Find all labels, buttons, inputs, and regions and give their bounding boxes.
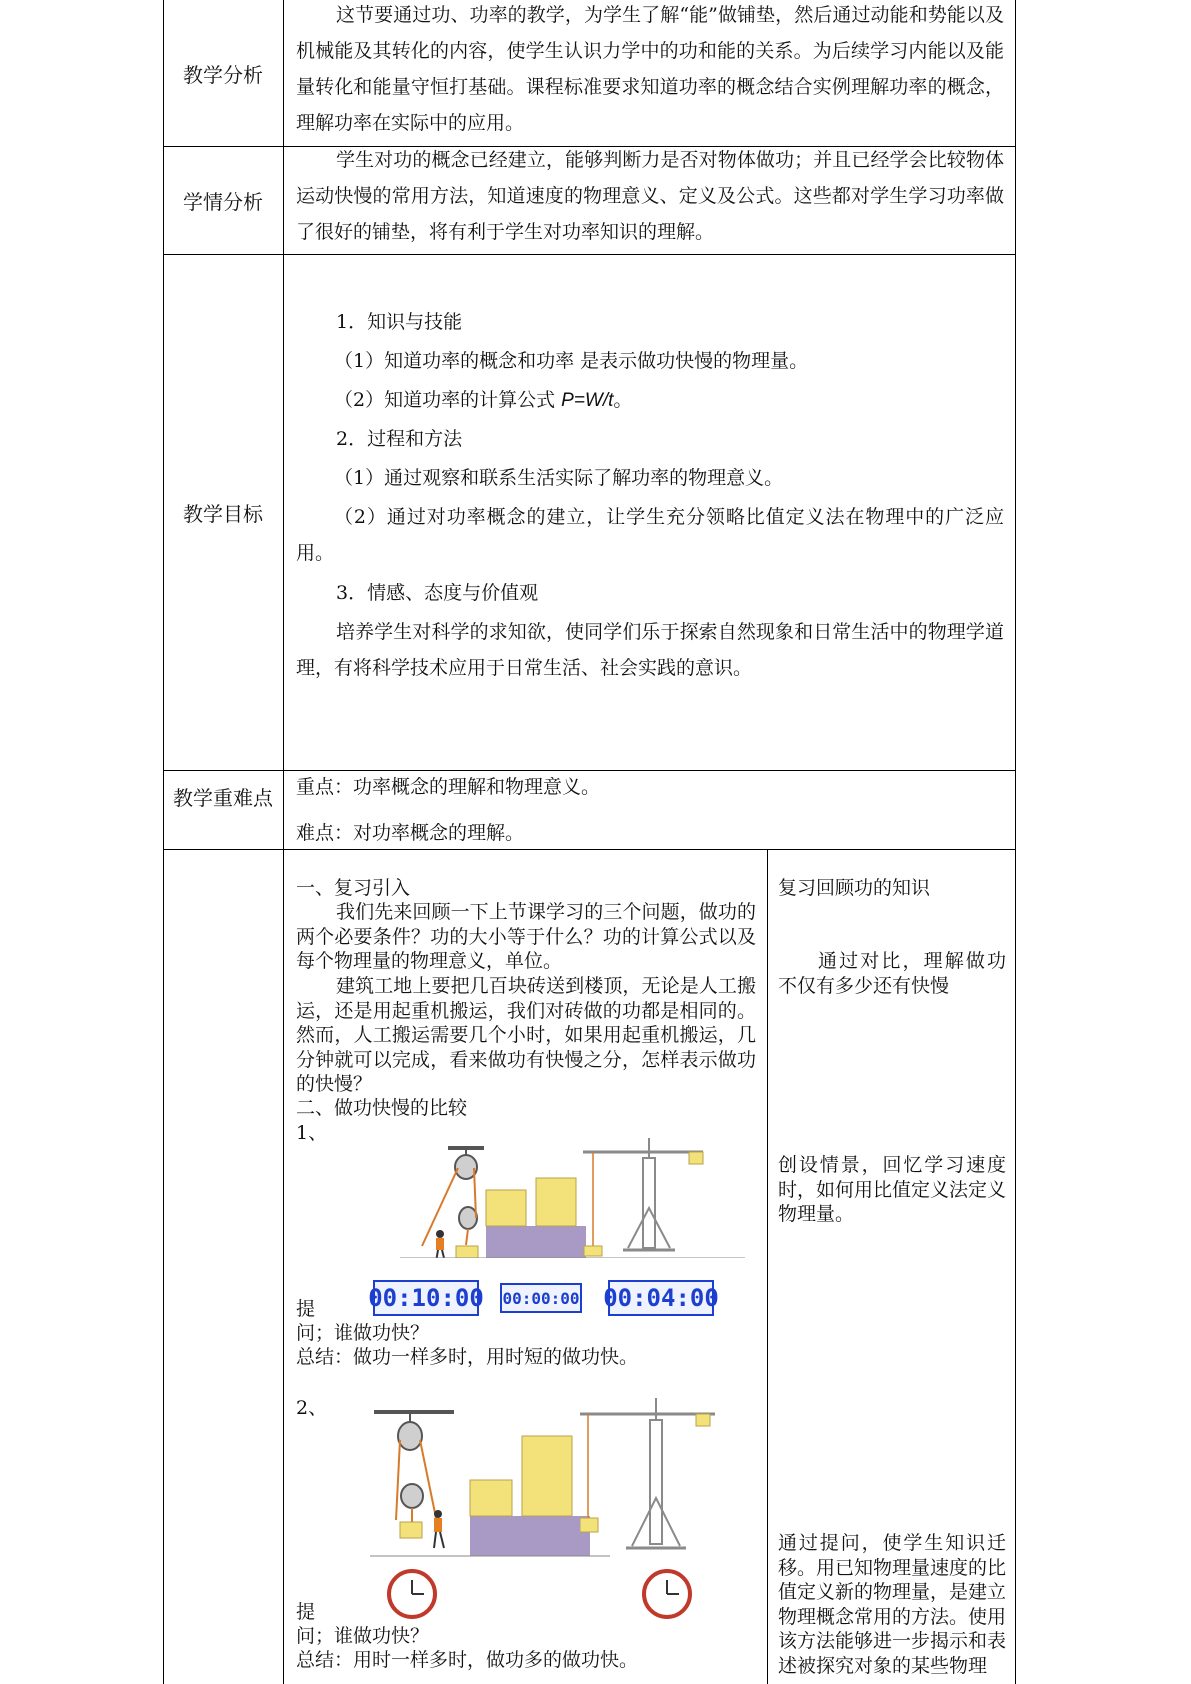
section-title: 二、做功快慢的比较 bbox=[296, 1097, 468, 1119]
review-paragraph: 我们先来回顾一下上节课学习的三个问题，做功的两个必要条件？功的大小等于什么？功的计算公式以及每个物理量的物理意义，单位。 bbox=[296, 901, 756, 972]
work-comparison-illustration-2 bbox=[370, 1400, 610, 1560]
intro-paragraph: 建筑工地上要把几百块砖送到楼顶，无论是人工搬运，还是用起重机搬运，我们对砖做的功都是相同的。然而，人工搬运需要几个小时，如果用起重机搬运，几分钟就可以完成，看来做功有快慢之分，怎样表示做功的快慢？ bbox=[296, 975, 756, 1095]
row-label-analysis: 教学分析 bbox=[183, 63, 263, 87]
stopwatch-display-reset: 00:00:00 bbox=[500, 1283, 582, 1313]
goal-item-formula: （2）知道功率的计算公式 P=W/t。 bbox=[334, 389, 633, 411]
tower-crane-icon bbox=[580, 1398, 720, 1558]
goal-item: （1）知道功率的概念和功率 是表示做功快慢的物理量。 bbox=[334, 350, 809, 372]
example-number: 1、 bbox=[296, 1122, 328, 1144]
example-number: 2、 bbox=[296, 1397, 328, 1419]
students-text: 学生对功的概念已经建立，能够判断力是否对物体做功；并且已经学会比较物体运动快慢的常用方法，知道速度的物理意义、定义及公式。这些都对学生学习功率做了很好的铺垫，将有利于学生对功率知识的理解。 bbox=[296, 149, 1004, 243]
goal-item: （1）通过观察和联系生活实际了解功率的物理意义。 bbox=[334, 467, 784, 489]
row-label-keypoints: 教学重难点 bbox=[173, 786, 273, 810]
stopwatch-display-crane: 00:04:00 bbox=[608, 1280, 714, 1316]
goal-item: （2）通过对功率概念的建立，让学生充分领略比值定义法在物理中的广泛应用。 bbox=[296, 506, 1004, 564]
section-title: 一、复习引入 bbox=[296, 877, 411, 899]
analysis-text: 这节要通过功、功率的教学，为学生了解“能”做铺垫，然后通过动能和势能以及机械能及其转化的内容，使学生认识力学中的功和能的关系。为后续学习内能以及能量转化和能量守恒打基础。课程标准要求知道功率的概念结合实例理解功率的概念，理解功率在实际中的应用。 bbox=[296, 4, 1004, 134]
question-text: 问；谁做功快？ bbox=[296, 1625, 430, 1647]
goal-heading-1: 1．知识与技能 bbox=[336, 311, 463, 333]
goal-heading-2: 2．过程和方法 bbox=[336, 428, 463, 450]
design-note: 复习回顾功的知识 bbox=[778, 877, 931, 899]
design-note: 创设情景，回忆学习速度时，如何用比值定义法定义物理量。 bbox=[778, 1154, 1007, 1225]
key-point: 重点：功率概念的理解和物理意义。 bbox=[296, 776, 601, 798]
clock-icon bbox=[386, 1568, 438, 1620]
row-label-students: 学情分析 bbox=[183, 190, 263, 214]
hard-point: 难点：对功率概念的理解。 bbox=[296, 822, 525, 844]
question-label: 提 bbox=[296, 1298, 316, 1320]
summary-text: 总结：用时一样多时，做功多的做功快。 bbox=[296, 1649, 639, 1671]
summary-text: 总结：做功一样多时，用时短的做功快。 bbox=[296, 1346, 639, 1368]
tower-crane-icon bbox=[583, 1138, 713, 1258]
clock-icon bbox=[641, 1568, 693, 1620]
question-label: 提 bbox=[296, 1601, 316, 1623]
goal-item: 培养学生对科学的求知欲，使同学们乐于探索自然现象和日常生活中的物理学道理，有将科学技术应用于日常生活、社会实践的意识。 bbox=[296, 621, 1004, 679]
design-note: 通过对比，理解做功不仅有多少还有快慢 bbox=[778, 950, 1006, 997]
row-label-goals: 教学目标 bbox=[183, 502, 263, 526]
goal-heading-3: 3．情感、态度与价值观 bbox=[336, 582, 539, 604]
question-text: 问；谁做功快？ bbox=[296, 1322, 430, 1344]
design-note: 通过提问，使学生知识迁移。用已知物理量速度的比值定义新的物理量，是建立物理概念常用的方法。使用该方法能够进一步揭示和表述被探究对象的某些物理 bbox=[778, 1532, 1007, 1677]
power-formula: P=W/t bbox=[561, 390, 614, 411]
stopwatch-display-worker: 00:10:00 bbox=[373, 1280, 479, 1316]
